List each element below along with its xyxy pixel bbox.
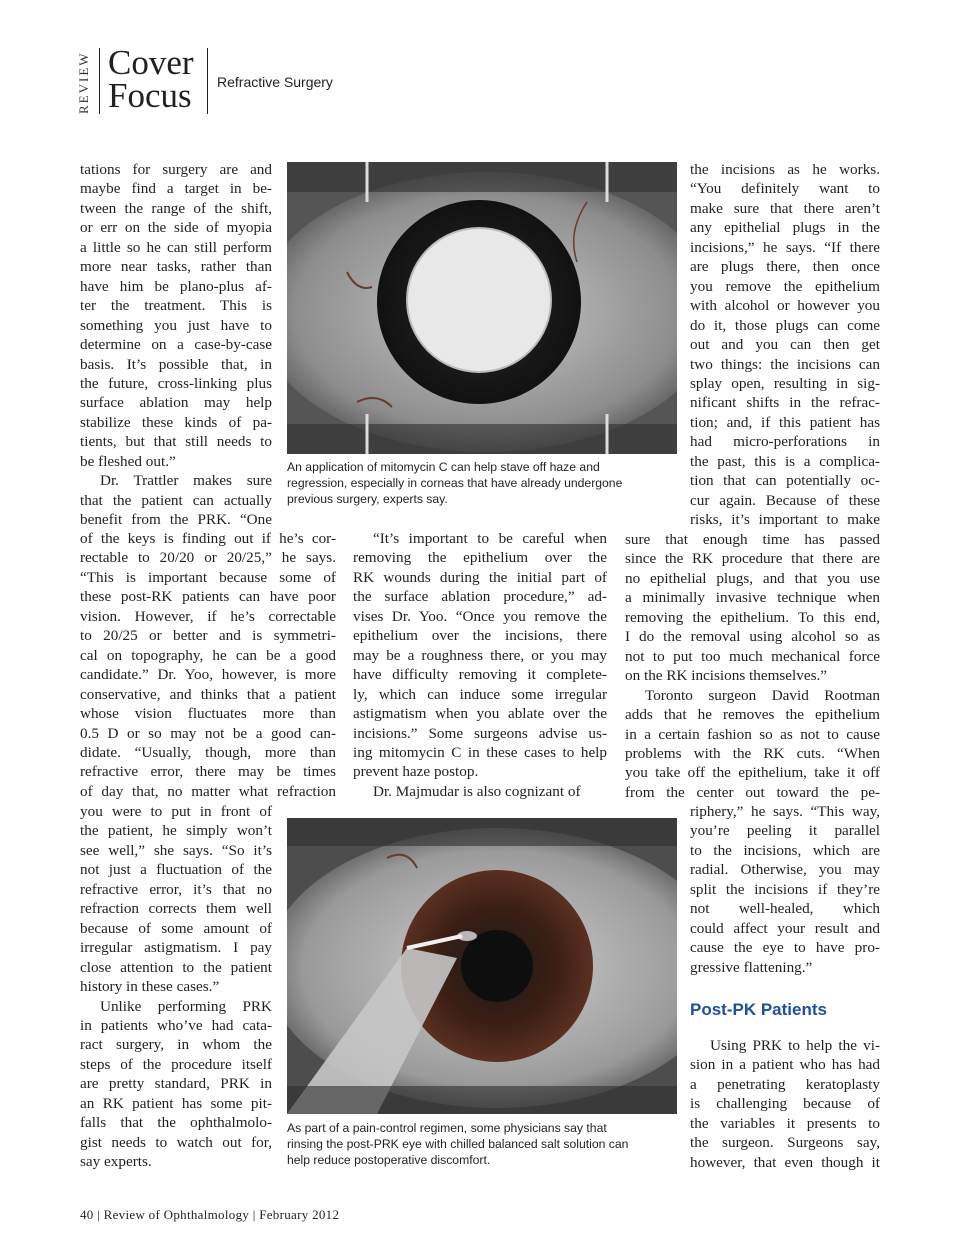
- text-line: on the RK incisions themselves.”: [625, 667, 828, 685]
- text-line: 0.5 D or so may not be a good can-: [80, 724, 336, 742]
- text-line: the surface ablation procedure,” ad-: [353, 588, 607, 606]
- text-line: more near tasks, rather than: [80, 258, 272, 276]
- text-line: tations for surgery are and: [80, 161, 272, 178]
- footer-divider: |: [97, 1207, 104, 1222]
- text-line: rectable to 20/20 or 20/25,” he says.: [80, 549, 336, 567]
- text-line: ing mitomycin C in these cases to help: [353, 743, 607, 761]
- text-line: tween the range of the shift,: [80, 199, 272, 217]
- text-line: you take off the epithelium, take it off: [625, 764, 880, 782]
- text-line: cal on topography, he can be a good: [80, 646, 336, 664]
- text-line: gressive flattening.”: [690, 958, 813, 976]
- journal-name: Review of Ophthalmology: [103, 1207, 250, 1222]
- text-line: an RK patient has some pit-: [80, 1094, 272, 1112]
- text-line: prevent haze postop.: [353, 763, 479, 781]
- text-line: have him be plano-plus af-: [80, 277, 272, 295]
- text-line: split the incisions if they’re: [690, 880, 880, 898]
- text-line: ter the treatment. This is: [80, 297, 272, 315]
- middle-column: [353, 529, 607, 801]
- text-line: benefit from the PRK. “One: [80, 511, 272, 529]
- text-line: sure that enough time has passed: [625, 531, 880, 548]
- text-line: see well,” she says. “So it’s: [80, 841, 272, 859]
- text-line: Dr. Majmudar is also cognizant of: [373, 782, 581, 800]
- text-line: Toronto surgeon David Rootman: [645, 686, 880, 704]
- text-line: ract surgery, in whom the: [80, 1036, 272, 1054]
- text-line: a little so he can still perform: [80, 238, 272, 256]
- text-line: gist needs to watch out for,: [80, 1133, 272, 1151]
- text-line: candidate.” Dr. Yoo, however, is more: [80, 666, 336, 684]
- section-label: Refractive Surgery: [217, 74, 333, 90]
- text-line: not to put too much mechanical force: [625, 647, 880, 665]
- text-line: the incisions as he works.: [690, 161, 880, 178]
- page-number: 40: [80, 1207, 94, 1222]
- text-line: sion in a patient who has had: [690, 1056, 880, 1074]
- text-line: to 20/25 or better and is symmetri-: [80, 627, 336, 645]
- text-line: surface ablation may help: [80, 394, 272, 412]
- subhead-post-pk: Post-PK Patients: [690, 1000, 827, 1019]
- right-column-bottom: [690, 802, 880, 977]
- text-line: steps of the procedure itself: [80, 1055, 272, 1073]
- text-line: because of some amount of: [80, 919, 272, 937]
- text-line: “You definitely want to: [690, 180, 880, 198]
- text-line: is challenging because of: [690, 1095, 880, 1113]
- focus-word: Focus: [108, 76, 192, 115]
- text-line: ly, which can induce some irregular: [353, 685, 607, 703]
- text-line: didate. “Usually, though, more than: [80, 743, 336, 761]
- text-line: since the RK procedure that there are: [625, 550, 880, 568]
- right-column-top: [690, 160, 880, 530]
- text-line: close attention to the patient: [80, 958, 272, 976]
- eye-with-sponge-image: [287, 162, 677, 454]
- text-line: these post-RK patients can have poor: [80, 588, 336, 606]
- text-line: splay open, resulting in sig-: [690, 374, 880, 392]
- text-line: a penetrating keratoplasty: [690, 1075, 880, 1093]
- page-footer: [80, 1207, 339, 1223]
- text-line: RK wounds during the initial part of: [353, 568, 607, 586]
- text-line: do it, those plugs can come: [690, 316, 880, 334]
- text-line: no epithelial plugs, and that you use: [625, 569, 880, 587]
- right-column-wide: [625, 530, 880, 802]
- text-line: I do the removal using alcohol so as: [625, 628, 880, 646]
- text-line: however, that even though it: [690, 1153, 880, 1171]
- text-line: in a certain fashion so as not to cause: [625, 725, 880, 743]
- text-line: radial. Otherwise, you may: [690, 861, 880, 879]
- text-line: had micro-perforations in: [690, 433, 880, 451]
- text-line: be fleshed out.”: [80, 452, 176, 470]
- text-line: a minimally invasive technique when: [625, 589, 880, 607]
- text-line: conservative, and thinks that a patient: [80, 685, 336, 703]
- text-line: incisions,” he says. “If there: [690, 238, 880, 256]
- text-line: have difficulty removing it complete-: [353, 666, 607, 684]
- text-line: that the patient can actually: [80, 491, 272, 509]
- text-line: epithelium over the incisions, there: [353, 627, 607, 645]
- caption-line: help reduce postoperative discomfort.: [287, 1153, 491, 1167]
- text-line: Unlike performing PRK: [100, 997, 272, 1015]
- text-line: whose vision fluctuates more than: [80, 705, 336, 723]
- footer-divider: |: [252, 1207, 260, 1222]
- caption-line: rinsing the post-PRK eye with chilled balanced salt solution can: [287, 1137, 629, 1151]
- text-line: vises Dr. Yoo. “Once you remove the: [353, 607, 607, 625]
- text-line: make sure that there aren’t: [690, 199, 880, 217]
- text-line: nificant shifts in the refrac-: [690, 394, 880, 412]
- text-line: irregular astigmatism. I pay: [80, 939, 272, 957]
- text-line: the surgeon. Surgeons say,: [690, 1134, 880, 1152]
- text-line: refractive error, it’s that no: [80, 880, 272, 898]
- header-rule-right: [207, 48, 208, 114]
- right-column-final: [690, 1036, 880, 1172]
- text-line: the variables it presents to: [690, 1114, 880, 1132]
- left-column-bottom: [80, 802, 272, 1172]
- issue-date: February 2012: [259, 1207, 340, 1222]
- text-line: not well-healed, which: [690, 900, 880, 918]
- text-line: not just a fluctuation of the: [80, 861, 272, 879]
- text-line: riphery,” he says. “This way,: [690, 803, 880, 820]
- text-line: to the incisions, which are: [690, 841, 880, 859]
- text-line: removing the epithelium over the: [353, 549, 607, 567]
- figure-mitomycin-caption: [287, 459, 677, 507]
- text-line: basis. It’s possible that, in: [80, 355, 272, 373]
- text-line: removing the epithelium. To this end,: [625, 608, 880, 626]
- text-line: history in these cases.”: [80, 978, 220, 996]
- text-line: problems with the RK cuts. “When: [625, 744, 880, 762]
- text-line: out and you can then get: [690, 336, 880, 354]
- text-line: any epithelial plugs in the: [690, 219, 880, 237]
- text-line: are pretty standard, PRK in: [80, 1075, 272, 1093]
- text-line: stabilize these kinds of pa-: [80, 413, 272, 431]
- text-line: something you just have to: [80, 316, 272, 334]
- text-line: refractive error, there may be times: [80, 763, 336, 781]
- text-line: incisions.” Some surgeons advise us-: [353, 724, 607, 742]
- text-line: cur again. Because of these: [690, 491, 880, 509]
- text-line: of the keys is finding out if he’s cor-: [80, 530, 336, 547]
- eye-rinse-image: [287, 818, 677, 1114]
- figure-mitomycin-photo: [287, 162, 677, 454]
- text-line: may be a roughness there, or you may: [353, 646, 607, 664]
- text-line: you’re peeling it parallel: [690, 822, 880, 840]
- caption-line: previous surgery, experts say.: [287, 492, 448, 506]
- text-line: “This is important because some of: [80, 568, 336, 586]
- text-line: vision. However, if he’s correctable: [80, 607, 336, 625]
- text-line: adds that he removes the epithelium: [625, 706, 880, 724]
- text-line: from the center out toward the pe-: [625, 783, 880, 801]
- text-line: risks, it’s important to make: [690, 511, 880, 529]
- caption-line: regression, especially in corneas that have already undergone: [287, 476, 623, 490]
- text-line: cause the eye to have pro-: [690, 939, 880, 957]
- text-line: two things: the incisions can: [690, 355, 880, 373]
- text-line: Using PRK to help the vi-: [710, 1037, 880, 1054]
- cover-focus-title: [108, 43, 194, 115]
- text-line: refraction corrects them well: [80, 900, 272, 918]
- text-line: determine on a case-by-case: [80, 336, 272, 354]
- text-line: tion; and, if this patient has: [690, 413, 880, 431]
- text-line: falls that the ophthalmolo-: [80, 1114, 272, 1132]
- review-vertical-label: REVIEW: [76, 51, 91, 114]
- text-line: with alcohol or however you: [690, 297, 880, 315]
- text-line: could affect your result and: [690, 919, 880, 937]
- text-line: the patient, he simply won’t: [80, 822, 272, 840]
- cover-word: Cover: [108, 43, 194, 82]
- text-line: you were to put in front of: [80, 803, 272, 820]
- text-line: say experts.: [80, 1153, 152, 1171]
- caption-line: As part of a pain-control regimen, some physicians say that: [287, 1121, 607, 1135]
- text-line: are plugs there, then once: [690, 258, 880, 276]
- left-column-wide: [80, 529, 336, 801]
- text-line: maybe find a target in be-: [80, 180, 272, 198]
- text-line: Dr. Trattler makes sure: [100, 472, 272, 490]
- text-line: or err on the side of myopia: [80, 219, 272, 237]
- left-column-top: [80, 160, 272, 530]
- text-line: “It’s important to be careful when: [373, 530, 607, 547]
- figure-bss-caption: [287, 1120, 677, 1168]
- text-line: you remove the epithelium: [690, 277, 880, 295]
- text-line: the past, this is a complica-: [690, 452, 880, 470]
- text-line: astigmatism when you ablate over the: [353, 705, 607, 723]
- text-line: in patients who’ve had cata-: [80, 1016, 272, 1034]
- text-line: tion that can potentially oc-: [690, 472, 880, 490]
- caption-line: An application of mitomycin C can help stave off haze and: [287, 460, 600, 474]
- text-line: the future, cross-linking plus: [80, 374, 272, 392]
- text-line: tients, but that still needs to: [80, 433, 272, 451]
- text-line: of day that, no matter what refraction: [80, 782, 336, 800]
- header-rule-left: [99, 48, 100, 114]
- figure-bss-photo: [287, 818, 677, 1114]
